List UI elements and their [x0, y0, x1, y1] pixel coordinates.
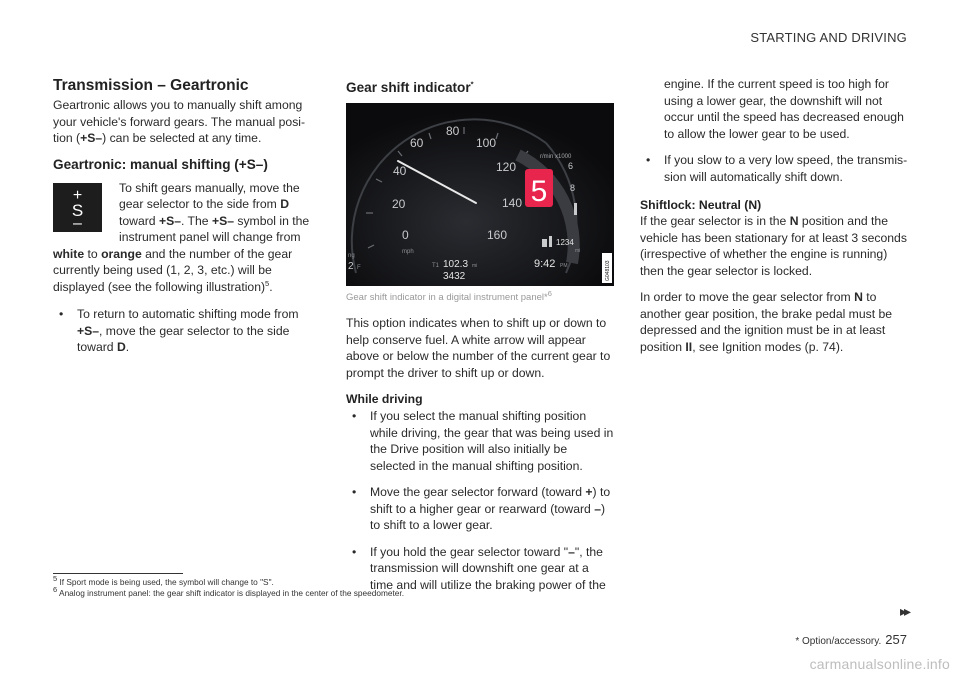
page-number: 257 — [885, 632, 907, 647]
rpm-tick-8: 8 — [570, 183, 576, 193]
speed-tick-80: 80 — [446, 124, 460, 138]
left-gauge-label: ng — [348, 253, 355, 259]
gear-shift-indicator-title: Gear shift indicator* — [346, 79, 474, 95]
figure-code: G048103 — [605, 260, 611, 281]
speed-tick-100: 100 — [476, 136, 497, 150]
footnote-5: $^5$ If Sport mode is being used, the symbol will change to "S". — [53, 574, 274, 587]
footnote-rule — [53, 573, 183, 574]
manual-shift-block — [53, 180, 321, 296]
section-header: STARTING AND DRIVING — [750, 30, 907, 45]
option-accessory-note: * Option/accessory. — [795, 636, 882, 647]
clock-suffix: PM — [560, 263, 568, 269]
clock-value: 9:42 — [534, 258, 556, 270]
middle-column — [346, 76, 614, 593]
speed-tick-0: 0 — [402, 228, 409, 242]
next-page-arrows-icon[interactable]: ▸▸ — [899, 603, 908, 619]
rpm-label: r/min x1000 — [540, 154, 572, 160]
while-driving-title: While driving — [346, 392, 423, 406]
range-unit: mi — [575, 248, 581, 254]
rpm-bar-marker — [574, 203, 577, 215]
gear-symbol-s: S — [71, 200, 84, 220]
shiftlock-paragraph-1: If the gear selector is in the N position and the vehicle has been stationary for at least 3 seconds (irrespective of whether the engine is running) then the gear selector is locked. — [640, 214, 907, 278]
gear-symbol-minus: – — [73, 214, 82, 232]
trip-label: T1 — [432, 263, 440, 269]
while-driving-bullet-1: • If you select the manual shifting position while driving, the gear that was being used in the Drive position will also initially be selected in the manual shifting position. — [352, 409, 614, 473]
speed-tick-20: 20 — [392, 197, 406, 211]
gear-symbol-icon — [53, 183, 102, 232]
left-gauge-unit: F — [357, 265, 361, 271]
range-value: 1234 — [556, 238, 574, 247]
speed-tick-140: 140 — [502, 196, 523, 210]
page-footer — [795, 632, 907, 651]
footnotes — [53, 573, 913, 598]
odometer-value: 3432 — [443, 271, 466, 282]
speed-unit: mph — [402, 249, 414, 255]
speed-tick-40: 40 — [393, 164, 407, 178]
watermark-text: carmanualsonline.info — [809, 656, 950, 672]
indicator-description: This option indicates when to shift up or down to help conserve fuel. A white arrow will appear above or below the number of the current gear to prompt the driver to shift up or down. — [346, 316, 611, 380]
return-auto-bullet: • To return to automatic shifting mode from +S–, move the gear selector to the side toward D. — [59, 307, 299, 354]
while-driving-bullet-3: • If you hold the gear selector toward "–", the transmission will downshift one gear at a time and will utilize the braking power of the — [352, 544, 606, 592]
while-driving-bullet-2: • Move the gear selector forward (toward +) to shift to a higher gear or rearward (toward –) to shift to a lower gear. — [352, 485, 611, 532]
downshift-continuation: engine. If the current speed is too high for using a lower gear, the downshift will not occur until the speed has decreased enough to allow the lower gear to be used. — [664, 77, 904, 141]
low-speed-bullet: • If you slow to a very low speed, the transmis-sion will automatically shift down. — [646, 153, 908, 184]
fuel-pump-icon — [542, 239, 547, 247]
figure-caption: Gear shift indicator in a digital instrument panel*$^6$ — [346, 288, 552, 303]
left-column — [53, 76, 321, 356]
instrument-panel-illustration — [346, 103, 614, 286]
manual-shifting-subtitle: Geartronic: manual shifting (+S–) — [53, 156, 268, 172]
trip-value: 102.3 — [443, 259, 469, 270]
gear-symbol-plus: + — [72, 186, 83, 204]
right-column — [640, 76, 908, 355]
fuel-level-icon — [549, 236, 552, 247]
shift-text: To shift gears manually, move the gear selector to the side from D toward +S–. The +S– symbol in the instrument panel will change from white to orange and the number of the gear currently being used (1, 2, 3, etc.) will be displayed (see the following illustration)$^5$. — [53, 180, 310, 294]
shiftlock-title: Shiftlock: Neutral (N) — [640, 198, 762, 212]
speed-tick-120: 120 — [496, 160, 517, 174]
rpm-tick-6: 6 — [568, 161, 574, 171]
speed-tick-160: 160 — [487, 228, 508, 242]
trip-unit: mi — [472, 263, 478, 269]
footnote-6: $^6$ Analog instrument panel: the gear shift indicator is displayed in the center of the speedometer. — [53, 584, 405, 598]
transmission-title: Transmission – Geartronic — [53, 77, 249, 94]
left-gauge-value: 2 — [348, 261, 354, 272]
speed-tick-60: 60 — [410, 136, 424, 150]
shiftlock-paragraph-2: In order to move the gear selector from N to another gear position, the brake pedal must be depressed and the ignition must be in at least position II, see Ignition modes (p. 74). — [640, 290, 893, 354]
gear-indicator-number: 5 — [530, 175, 548, 208]
intro-paragraph: Geartronic allows you to manually shift among your vehicle's forward gears. The manual posi-tion (+S–) can be selected at any time. — [53, 98, 306, 145]
